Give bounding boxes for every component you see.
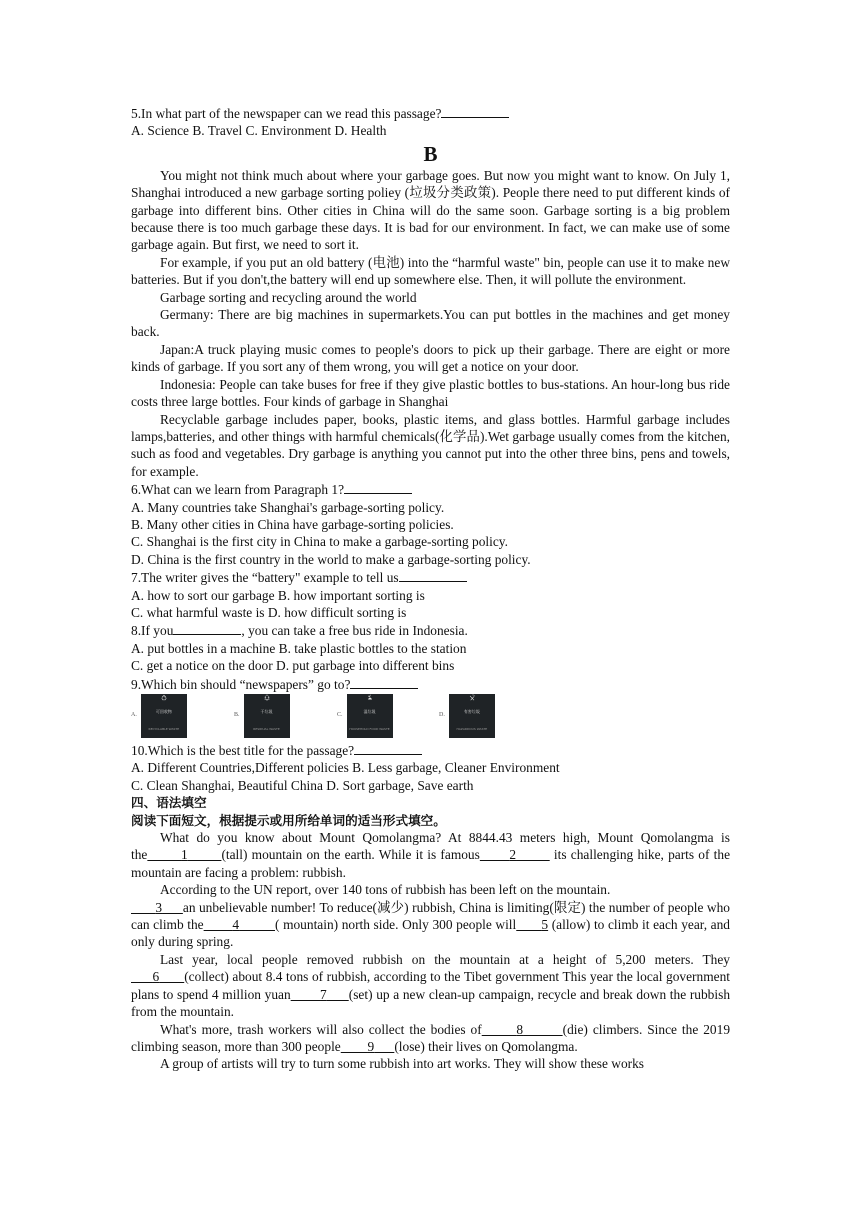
question-7-options-2: C. what harmful waste is D. how difficult sorting is <box>131 604 407 620</box>
recycle-icon <box>152 694 176 701</box>
bin-c-label: 湿垃圾 <box>363 709 376 715</box>
cloze-blank-4[interactable] <box>204 917 275 932</box>
answer-blank-9[interactable] <box>350 675 418 689</box>
cloze-blank-2-number: 2 <box>509 847 517 863</box>
passage-germany: Germany: There are big machines in supermarkets.You can put bottles in the machines and get money back. <box>131 307 730 340</box>
cloze-blank-1-number: 1 <box>181 847 188 863</box>
residual-bin-image <box>244 694 290 738</box>
question-9 <box>131 675 730 693</box>
cloze-p2-text-a: an unbelievable number! To reduce(减少) rubbish, China is limiting(限定) the number of people who can climb the <box>131 899 730 933</box>
bin-option-a[interactable] <box>131 694 187 738</box>
bin-option-b-letter: B. <box>234 712 240 719</box>
cloze-p1-text-a: What do you know about Mount Qomolangma? At 8844.43 meters high, Mount Qomolangma is the <box>131 830 730 863</box>
question-8-options-1: A. put bottles in a machine B. take plastic bottles to the station <box>131 640 467 656</box>
passage-shanghai-garbage: Recyclable garbage includes paper, books, plastic items, and glass bottles. Harmful garbage includes lamps,batteries, and other things with harmful chemicals(化学品).Wet garbage usually comes from the kitchen, such as food and vegetables. Dry garbage is anything you cannot put into the other three bins, pens and towels, for example. <box>131 411 730 479</box>
cloze-p3-text-a: Last year, local people removed rubbish on the mountain at a height of 5,200 meters. They <box>160 951 730 967</box>
question-6-option-d: D. China is the first country in the world to make a garbage-sorting policy. <box>131 551 531 567</box>
cloze-p2-text-b: ( mountain) north side. Only 300 people will <box>275 917 517 933</box>
cloze-paragraph-4 <box>131 1021 730 1056</box>
section-4-heading: 四、语法填空 <box>131 795 207 811</box>
passage-indonesia: Indonesia: People can take buses for free if they give plastic bottles to bus-stations. An hour-long bus ride costs three large bottles. Four kinds of garbage in Shanghai <box>131 376 730 410</box>
cloze-blank-9[interactable] <box>341 1039 395 1054</box>
question-6-option-c: C. Shanghai is the first city in China to make a garbage-sorting policy. <box>131 534 508 550</box>
cloze-blank-9-number: 9 <box>367 1038 375 1054</box>
question-6 <box>131 480 730 498</box>
cloze-paragraph-1 <box>131 829 730 881</box>
cloze-p3-text-c: (set) up a new clean-up campaign, recycle and break down the rubbish from the mountain. <box>131 986 731 1020</box>
worksheet-content <box>131 104 730 1073</box>
bin-b-sublabel: RESIDUAL WASTE <box>253 726 280 731</box>
cloze-paragraph-2-line-1: According to the UN report, over 140 tons of rubbish has been left on the mountain. <box>160 882 611 898</box>
question-10-options-1: A. Different Countries,Different policies B. Less garbage, Cleaner Environment <box>131 760 560 776</box>
cloze-blank-7-number: 7 <box>320 986 327 1002</box>
bin-option-d-letter: D. <box>439 712 445 719</box>
bin-option-d[interactable] <box>439 694 495 738</box>
cloze-paragraph-5: A group of artists will try to turn some rubbish into art works. They will show these works <box>160 1056 645 1072</box>
question-6-option-b: B. Many other cities in China have garbage-sorting policies. <box>131 516 454 532</box>
passage-japan: Japan:A truck playing music comes to people's doors to pick up their garbage. There are eight or more kinds of garbage. If you sort any of them wrong, you will get a notice on your door. <box>131 341 730 375</box>
bin-c-sublabel: HOUSEHOLD FOOD WASTE <box>349 726 390 731</box>
hazardous-bin-image <box>449 694 495 738</box>
question-10-options-2: C. Clean Shanghai, Beautiful China D. Sort garbage, Save earth <box>131 777 474 793</box>
question-6-stem: 6.What can we learn from Paragraph 1? <box>131 482 345 498</box>
bin-option-a-letter: A. <box>131 712 137 719</box>
question-8-stem-end: , you can take a free bus ride in Indonesia. <box>241 623 468 639</box>
question-5 <box>131 104 730 122</box>
cloze-blank-3-number: 3 <box>155 899 163 915</box>
answer-blank-7[interactable] <box>399 568 467 582</box>
cloze-blank-4-number: 4 <box>232 917 240 933</box>
cloze-p4-text-a: What's more, trash workers will also collect the bodies of <box>160 1021 482 1037</box>
cloze-blank-6-number: 6 <box>152 969 160 985</box>
bin-option-c[interactable] <box>337 694 393 738</box>
passage-subheading: Garbage sorting and recycling around the world <box>160 289 417 305</box>
food-waste-bin-image <box>347 694 393 738</box>
answer-blank-8[interactable] <box>173 621 241 635</box>
bin-a-label: 可回收物 <box>155 709 172 715</box>
hazardous-waste-icon <box>460 694 484 701</box>
cloze-p3-text-b: (collect) about 8.4 tons of rubbish, according to the Tibet government This year the local government plans to spend 4 million yuan <box>131 969 730 1002</box>
cloze-blank-5[interactable] <box>516 917 548 932</box>
question-5-options: A. Science B. Travel C. Environment D. Health <box>131 123 387 139</box>
question-8 <box>131 621 730 639</box>
section-4-instruction: 阅读下面短文，根据提示或用所给单词的适当形式填空。 <box>131 812 446 828</box>
cloze-blank-3[interactable] <box>131 900 183 915</box>
answer-blank-5[interactable] <box>441 104 509 118</box>
cloze-p1-text-c: its challenging hike, parts of the mountain are facing a problem: rubbish. <box>131 847 731 880</box>
passage-paragraph-1: You might not think much about where your garbage goes. But now you might want to know. On July 1, Shanghai introduced a new garbage sorting poliey (垃圾分类政策). People there need to put different kinds of garbage into different bins. Other cities in China will do the same soon. Garbage sorting is a big problem because there is too much garbage these days. It is bad for our environment. In fact, we can make use of some garbage again. But first, we need to sort it. <box>131 167 730 253</box>
question-9-bin-options <box>131 693 730 741</box>
cloze-p4-text-b: (die) climbers. Since the 2019 climbing season, more than 300 people <box>131 1021 731 1054</box>
food-waste-icon <box>358 694 382 701</box>
question-10 <box>131 741 730 759</box>
question-9-stem: 9.Which bin should “newspapers” go to? <box>131 676 351 692</box>
question-5-stem: 5.In what part of the newspaper can we read this passage? <box>131 106 442 121</box>
question-7 <box>131 568 730 586</box>
cloze-p4-text-c: (lose) their lives on Qomolangma. <box>394 1038 578 1054</box>
bin-d-label: 有害垃圾 <box>463 709 480 715</box>
cloze-paragraph-3 <box>131 951 730 1021</box>
cloze-blank-2[interactable] <box>480 847 550 862</box>
question-7-options-1: A. how to sort our garbage B. how important sorting is <box>131 587 425 603</box>
bin-d-sublabel: HAZARDOUS WASTE <box>456 726 488 731</box>
bin-b-label: 干垃圾 <box>260 709 273 715</box>
residual-waste-icon <box>255 694 279 701</box>
question-7-stem: 7.The writer gives the “battery" example to tell us <box>131 570 399 586</box>
cloze-blank-8[interactable] <box>482 1022 563 1037</box>
question-6-option-a: A. Many countries take Shanghai's garbage-sorting policy. <box>131 499 445 515</box>
passage-paragraph-2: For example, if you put an old battery (电池) into the “harmful waste" bin, people can use it to make new batteries. But if you don't,the battery will end up somewhere else. Then, it will pollute the environment. <box>131 254 730 288</box>
bin-option-b[interactable] <box>234 694 290 738</box>
cloze-p1-text-b: (tall) mountain on the earth. While it is famous <box>221 847 480 863</box>
section-b-heading: B <box>423 141 438 166</box>
bin-option-c-letter: C. <box>337 712 343 719</box>
cloze-p2-text-c: (allow) to climb it each year, and only during spring. <box>131 917 730 950</box>
cloze-blank-8-number: 8 <box>516 1021 524 1037</box>
cloze-blank-7[interactable] <box>291 987 349 1002</box>
cloze-paragraph-2 <box>131 899 730 951</box>
answer-blank-10[interactable] <box>354 741 422 755</box>
question-8-options-2: C. get a notice on the door D. put garbage into different bins <box>131 658 455 674</box>
question-8-stem-start: 8.If you <box>131 623 174 639</box>
cloze-blank-5-number: 5 <box>541 917 549 933</box>
bin-a-sublabel: RECYCLABLE WASTE <box>148 726 180 731</box>
cloze-blank-1[interactable] <box>147 847 221 862</box>
question-10-stem: 10.Which is the best title for the passage? <box>131 743 355 758</box>
recyclable-bin-image <box>141 694 187 738</box>
cloze-blank-6[interactable] <box>131 969 184 984</box>
answer-blank-6[interactable] <box>344 480 412 494</box>
